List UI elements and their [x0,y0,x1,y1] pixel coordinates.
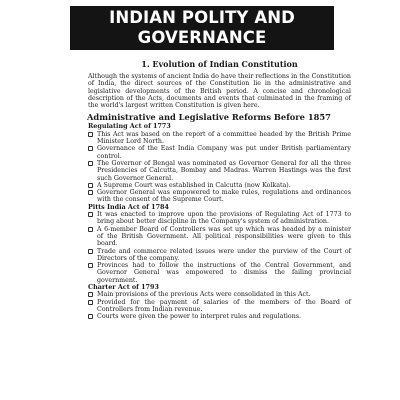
list-item [88,145,351,160]
square-bullet-icon [88,161,93,166]
square-bullet-icon [88,263,93,268]
banner-title-line-1: INDIAN POLITY AND [109,8,295,27]
list-item [88,226,351,248]
list-item-text: Provided for the payment of salaries of the members of the Board of Controllers from Indian revenue. [97,298,351,313]
list-item [88,182,351,189]
page-content [88,59,351,321]
banner-title-line-2: GOVERNANCE [137,28,267,47]
list-item-text: Governance of the East India Company was put under British parliamentary control. [97,145,351,160]
list-item [88,299,351,314]
square-bullet-icon [88,132,93,137]
list-item [88,211,351,226]
list-item-text: The Governor of Bengal was nominated as Governor General for all the three Presidencies of Calcutta, Bombay and Madras. Warren Hastings was the first such Governor General. [97,159,351,182]
square-bullet-icon [88,212,93,217]
list-item [88,313,351,320]
list-item-text: Main provisions of the previous Acts were consolidated in this Act. [97,291,311,299]
square-bullet-icon [88,146,93,151]
list-item-text: Trade and commerce related issues were under the purview of the Court of Directors of the company. [97,247,351,262]
list-item [88,248,351,263]
act-title-pitts-india-act: Pitts India Act of 1784 [88,202,169,211]
act-title-charter-act: Charter Act of 1793 [88,283,159,292]
list-item-text: Provinces had to follow the instructions of the Central Government, and Governor General was empowered to dismiss the failing provincial government. [97,262,351,284]
list-item-text: Courts were given the power to interpret rules and regulations. [97,313,301,321]
list-item-text: This Act was based on the report of a committee headed by the British Prime Minister Lord North. [97,130,351,146]
square-bullet-icon [88,183,93,188]
square-bullet-icon [88,300,93,305]
title-banner [70,6,334,50]
section-heading: Administrative and Legislative Reforms Before 1857 [87,112,331,123]
regulating-act-points [88,131,351,204]
list-item-text: A 6-member Board of Controllers was set up which was headed by a minister of the British Government. All political responsibilities were given to this board. [97,225,351,248]
list-item [88,160,351,182]
square-bullet-icon [88,249,93,254]
pitts-india-act-points [88,211,351,284]
square-bullet-icon [88,292,93,297]
list-item-text: A Supreme Court was established in Calcutta (now Kolkata). [97,181,291,189]
chapter-title: 1. Evolution of Indian Constitution [141,59,298,69]
list-item [88,131,351,146]
list-item-text: It was enacted to improve upon the provisions of Regulating Act of 1773 to bring about better discipline in the Company's system of administration. [97,211,351,226]
square-bullet-icon [88,227,93,232]
chapter-intro: Although the systems of ancient India do have their reflections in the Constitution of India, the direct sources of the Constitution lie in the administrative and legislative developments of the British period. A concise and chronological description of the Acts, documents and events that culminated in the framing of the world's largest written Constitution is given here. [88,73,351,110]
list-item-text: Governor General was empowered to make rules, regulations and ordinances with the consent of the Supreme Court. [97,189,351,204]
square-bullet-icon [88,190,93,195]
act-title-regulating-act: Regulating Act of 1773 [88,122,171,131]
list-item [88,189,351,204]
square-bullet-icon [88,314,93,319]
list-item [88,262,351,284]
charter-act-points [88,291,351,320]
list-item [88,291,351,298]
